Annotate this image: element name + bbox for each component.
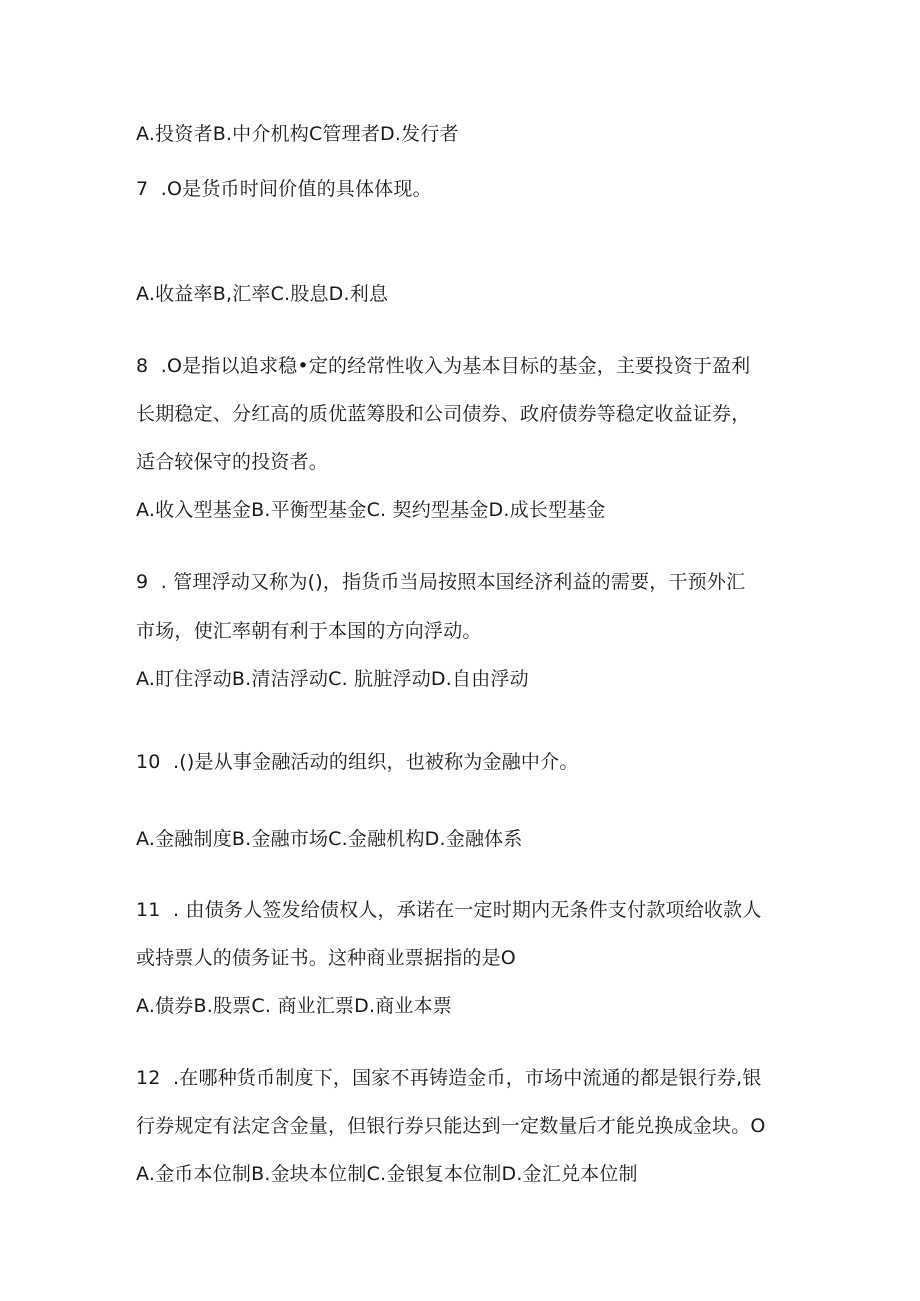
q9-question-line2: 市场，使汇率朝有利于本国的方向浮动。 [136,620,482,642]
q8-question-line1: 8 .O是指以追求稳•定的经常性收入为基本目标的基金，主要投资于盈利 [136,355,751,377]
q8-options: A.收入型基金B.平衡型基金C. 契约型基金D.成长型基金 [136,499,606,521]
q9-options: A.盯住浮动B.清洁浮动C. 肮脏浮动D.自由浮动 [136,668,529,690]
q10-question: 10 .()是从事金融活动的组织，也被称为金融中介。 [136,751,579,773]
q11-options: A.债券B.股票C. 商业汇票D.商业本票 [136,995,452,1017]
q6-options: A.投资者B.中介机构C管理者D.发行者 [136,123,459,145]
q11-question-line1: 11 . 由债务人签发给债权人，承诺在一定时期内无条件支付款项给收款人 [136,899,762,921]
q11-question-line2: 或持票人的债务证书。这种商业票据指的是O [136,947,516,969]
q12-question-line2: 行券规定有法定含金量，但银行券只能达到一定数量后才能兑换成金块。O [136,1115,766,1137]
q8-question-line2: 长期稳定、分红高的质优蓝筹股和公司债券、政府债券等稳定收益证券， [136,403,751,425]
q7-options: A.收益率B,汇率C.股息D.利息 [136,283,389,305]
q8-question-line3: 适合较保守的投资者。 [136,451,329,473]
q7-question: 7 .O是货币时间价值的具体体现。 [136,178,432,200]
q9-question-line1: 9 . 管理浮动又称为()，指货币当局按照本国经济利益的需要，干预外汇 [136,571,746,593]
q12-question-line1: 12 .在哪种货币制度下，国家不再铸造金币，市场中流通的都是银行券,银 [136,1067,762,1089]
q12-options: A.金币本位制B.金块本位制C.金银复本位制D.金汇兑本位制 [136,1163,638,1185]
q10-options: A.金融制度B.金融市场C.金融机构D.金融体系 [136,828,523,850]
